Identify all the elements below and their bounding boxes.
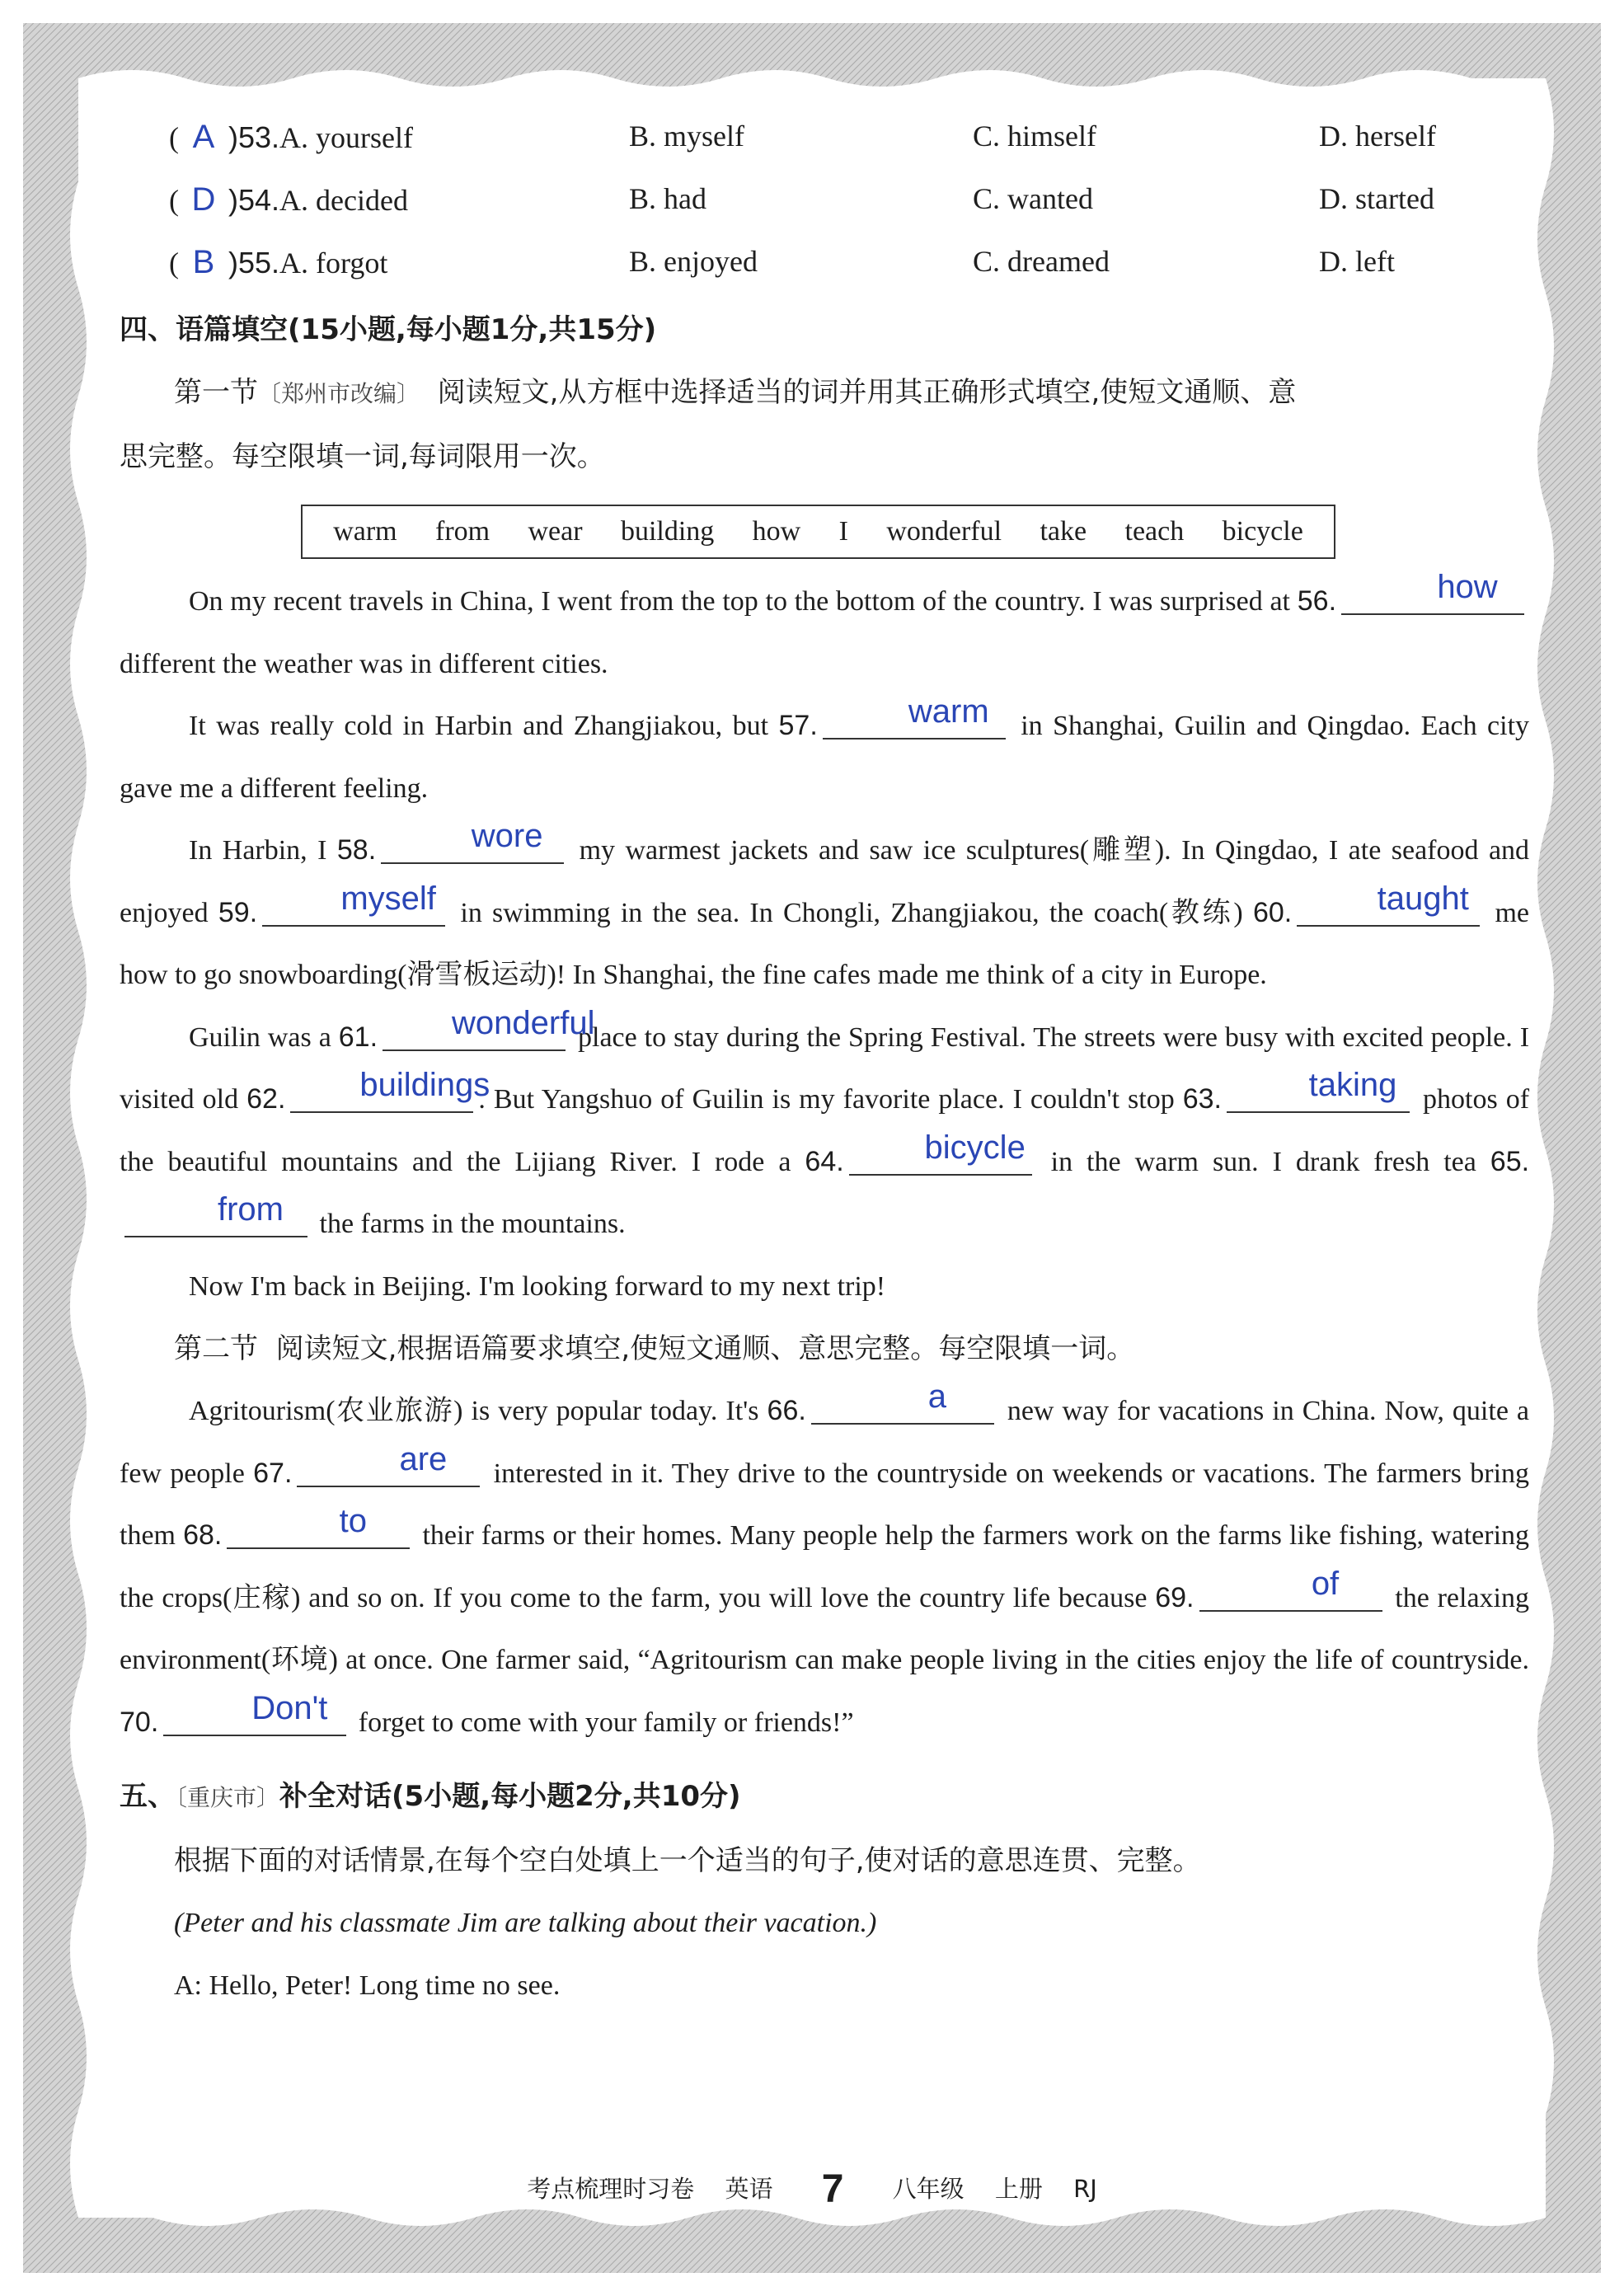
text: photos of the beautiful mountains and the Lijiang River. I rode a (120, 1084, 1530, 1177)
blank-number: 62. (246, 1083, 286, 1115)
text: It was really cold in Harbin and Zhangjiakou, but (189, 711, 769, 741)
worksheet-page (120, 107, 1529, 2017)
option-c: C. dreamed (973, 245, 1110, 278)
book-title: 考点梳理时习卷 (527, 2175, 695, 2203)
handwritten-answer: warm (908, 693, 989, 730)
text: In Harbin, I (189, 835, 327, 866)
text: Now, quite a few people (120, 1396, 1530, 1489)
page-footer (0, 2167, 1624, 2212)
handwritten-answer: a (927, 1378, 946, 1415)
handwritten-answer: from (218, 1191, 284, 1228)
text: the relaxing environment(环境) at once. One farmer (120, 1582, 1529, 1675)
answer-blank[interactable] (383, 1004, 595, 1051)
text: forget to come with your family or friends!” (358, 1707, 854, 1738)
handwritten-answer: taking (1308, 1067, 1397, 1103)
word-bank-item: wonderful (886, 516, 1002, 547)
text: different the weather was in different cities. (120, 648, 608, 679)
page-number: 7 (821, 2167, 844, 2211)
answer-bracket: ( D )54.A. decided (169, 181, 408, 218)
blank-number: 64. (805, 1145, 844, 1177)
option-c: C. wanted (973, 182, 1093, 215)
part-label: 第一节 (174, 376, 258, 409)
text: 补全对话(5小题,每小题2分,共10分) (279, 1780, 741, 1813)
answer-blank[interactable] (163, 1689, 346, 1736)
word-bank-item: teach (1124, 516, 1185, 547)
answer-blank[interactable] (811, 1378, 994, 1425)
answer-blank[interactable] (290, 1067, 490, 1113)
blank-number: 65. (1490, 1145, 1530, 1177)
answer-blank[interactable] (381, 818, 564, 864)
choice-row (120, 170, 1529, 232)
part1-instructions (120, 361, 1529, 425)
passage-paragraph (120, 695, 1529, 819)
dialogue-scene: (Peter and his classmate Jim are talking about their vacation.) (174, 1908, 877, 1938)
word-bank-item: wear (528, 516, 583, 547)
text: excited people. I visited old (120, 1021, 1530, 1115)
instruction-text: 阅读短文,根据语篇要求填空,使短文通顺、意思完整。每空限填一词。 (275, 1332, 1135, 1365)
option-b: B. enjoyed (629, 245, 758, 278)
answer-blank[interactable] (849, 1129, 1032, 1176)
handwritten-answer: buildings (359, 1067, 490, 1103)
word-bank-item: take (1040, 516, 1087, 547)
part1-instructions-cont: 思完整。每空限填一词,每词限用一次。 (120, 440, 605, 473)
text: their farms or their homes. Many people help the (422, 1520, 975, 1551)
text: the farms in the mountains. (319, 1209, 626, 1239)
option-b: B. had (629, 182, 706, 215)
blank-number: 68. (183, 1519, 223, 1551)
text: . But Yangshuo of Guilin is my favorite place. I couldn't stop (478, 1084, 1175, 1115)
handwritten-answer: of (1311, 1565, 1340, 1602)
source-tag: 〔郑州市改编〕 (258, 380, 420, 407)
source-tag: 〔重庆市〕 (176, 1784, 280, 1811)
word-bank-item: how (752, 516, 801, 547)
dialogue-line: A: Hello, Peter! Long time no see. (174, 1970, 561, 2001)
text: interested in it. They drive to the countryside on weekends or (493, 1458, 1195, 1489)
text: On my recent travels in China, I went from the top to the bottom of the country. I was surprised at (189, 586, 1290, 617)
answer-blank[interactable] (124, 1191, 307, 1237)
blank-number: 63. (1182, 1083, 1222, 1115)
passage-paragraph: Now I'm back in Beijing. I'm looking forward to my next trip! (189, 1270, 886, 1302)
blank-number: 69. (1155, 1581, 1195, 1613)
text: vacations. The farmers bring them (120, 1458, 1530, 1551)
blank-number: 58. (336, 834, 377, 866)
text: seafood and enjoyed (120, 835, 1530, 928)
word-bank-item: I (838, 516, 848, 547)
choice-row (120, 107, 1529, 170)
section-title (120, 1765, 1529, 1829)
volume: 上册 (994, 2175, 1043, 2203)
blank-number: 66. (767, 1395, 806, 1426)
word-bank-item: bicycle (1222, 516, 1303, 547)
instruction-text: 阅读短文,从方框中选择适当的词并用其正确形式填空,使短文通顺、意 (437, 376, 1297, 409)
choice-row (120, 232, 1529, 295)
answer-blank[interactable] (227, 1503, 410, 1549)
question-number: )54. (228, 183, 280, 217)
word-bank-item: building (620, 516, 715, 547)
subject: 英语 (725, 2175, 773, 2203)
text: warm sun. I drank fresh tea (1134, 1146, 1476, 1177)
option-d: D. started (1319, 182, 1434, 215)
blank-number: 70. (120, 1706, 159, 1738)
handwritten-answer: wore (471, 818, 543, 854)
handwritten-answer: are (399, 1440, 448, 1477)
blank-number: 60. (1252, 896, 1293, 928)
blank-number: 57. (778, 710, 818, 741)
handwritten-answer: B (192, 244, 215, 280)
text: in Shanghai, Guilin and Qingdao. (1021, 711, 1411, 741)
answer-blank[interactable] (262, 880, 445, 927)
option-a: A. forgot (279, 247, 388, 279)
word-bank-box (301, 505, 1335, 559)
edition: RJ (1073, 2175, 1097, 2203)
handwritten-answer: to (339, 1503, 368, 1539)
option-a: A. decided (279, 184, 408, 217)
text: in the (1050, 1146, 1121, 1177)
handwritten-answer: bicycle (924, 1129, 1026, 1166)
blank-number: 59. (218, 896, 258, 928)
text: Guilin was a (189, 1021, 331, 1053)
handwritten-answer: A (192, 119, 215, 155)
blank-number: 56. (1297, 585, 1337, 617)
part2-instructions (120, 1317, 1529, 1380)
section5-instructions: 根据下面的对话情景,在每个空白处填上一个适当的句子,使对话的意思连贯、完整。 (174, 1844, 1201, 1877)
text: will love the country life because (768, 1582, 1148, 1613)
handwritten-answer: Don't (251, 1689, 328, 1726)
word-bank-item: from (435, 516, 490, 547)
question-number: )55. (228, 246, 280, 279)
answer-bracket: ( B )55.A. forgot (169, 244, 388, 280)
text: me how to go snowboarding(滑雪板运动)! In Shanghai, the fine cafes made me think (120, 897, 1530, 990)
word-bank-item: warm (333, 516, 397, 547)
text: in swimming in the sea. In Chongli, Zhangjiakou, the coach(教练) (460, 897, 1243, 928)
text: place to stay during the Spring Festival. The streets were busy with (578, 1021, 1335, 1053)
passage-paragraph (120, 1380, 1529, 1754)
answer-bracket: ( A )53.A. yourself (169, 119, 414, 155)
text: my warmest jackets and saw ice sculptures(雕塑). In Qingdao, I ate (579, 835, 1382, 866)
question-number: )53. (228, 120, 280, 154)
option-b: B. myself (629, 120, 744, 153)
answer-blank[interactable] (823, 693, 1006, 740)
answer-blank[interactable] (1199, 1565, 1382, 1612)
blank-number: 67. (253, 1457, 293, 1489)
text: of a city in Europe. (1051, 960, 1267, 990)
answer-blank[interactable] (1341, 569, 1524, 615)
text: Agritourism(农业旅游) is very popular today. It's (189, 1396, 759, 1426)
handwritten-answer: how (1437, 569, 1498, 605)
handwritten-answer: wonderful (452, 1004, 595, 1041)
option-d: D. left (1319, 245, 1395, 278)
passage-paragraph (120, 570, 1529, 695)
passage-paragraph (120, 1004, 1530, 1256)
handwritten-answer: myself (340, 880, 436, 917)
answer-blank[interactable] (1297, 880, 1480, 927)
handwritten-answer: D (191, 181, 216, 218)
answer-blank[interactable] (297, 1440, 480, 1487)
option-a: A. yourself (279, 121, 414, 154)
grade: 八年级 (892, 2175, 965, 2203)
part-label: 第二节 (174, 1332, 258, 1365)
text: farmers work on the farms like fishing, watering the crops(庄稼) and so on. If you come to the farm, you (120, 1520, 1530, 1613)
text: said, “Agritourism can make people living in the cities enjoy the life of countryside. (577, 1645, 1530, 1675)
option-d: D. herself (1319, 120, 1436, 153)
text: new way for vacations in China. (1007, 1396, 1377, 1426)
handwritten-answer: taught (1377, 880, 1469, 917)
answer-blank[interactable] (1227, 1067, 1410, 1113)
text: Each city gave me a different feeling. (120, 711, 1530, 804)
passage-paragraph (120, 819, 1529, 1007)
blank-number: 61. (338, 1021, 378, 1053)
section-title: 四、语篇填空(15小题,每小题1分,共15分) (120, 313, 657, 346)
text: 五、 (120, 1780, 176, 1813)
option-c: C. himself (973, 120, 1096, 153)
